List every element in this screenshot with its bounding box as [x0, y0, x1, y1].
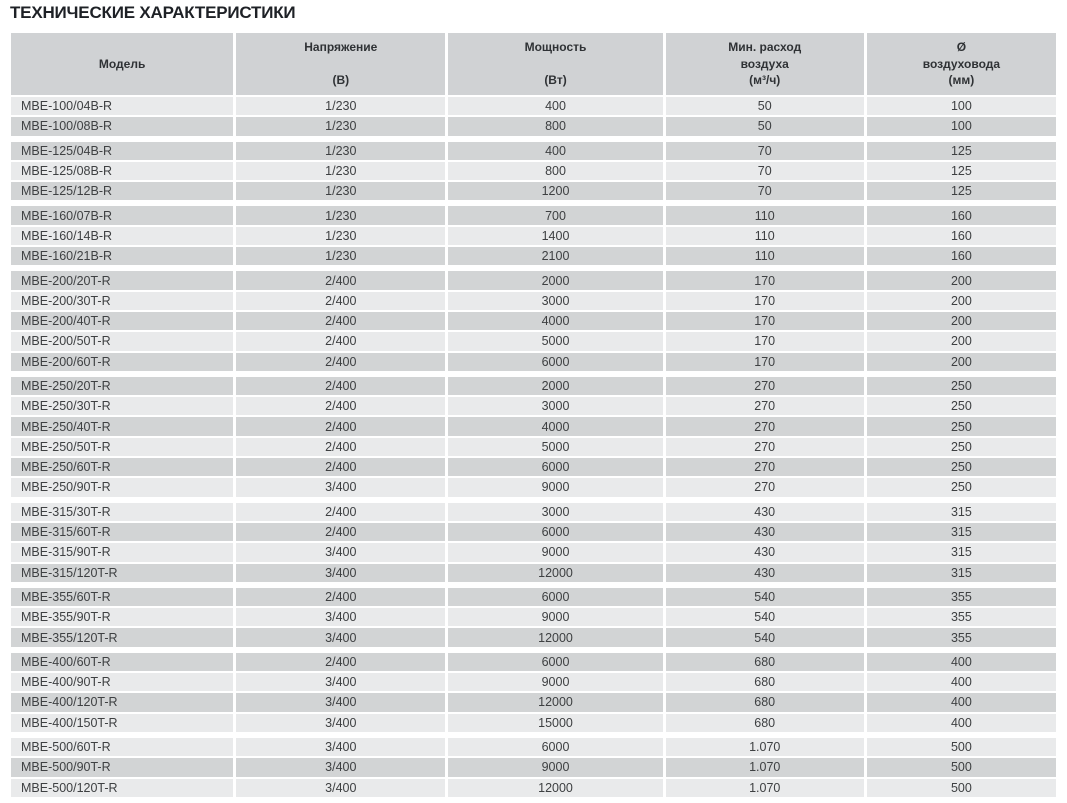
table-row	[11, 292, 1056, 310]
cell-airflow: 680	[666, 673, 864, 691]
cell-diameter: 250	[867, 397, 1056, 415]
cell-model: MBE-200/40T-R	[11, 312, 233, 330]
cell-airflow: 270	[666, 478, 864, 496]
cell-airflow: 1.070	[666, 758, 864, 776]
cell-diameter: 500	[867, 779, 1056, 797]
cell-diameter: 250	[867, 458, 1056, 476]
cell-power: 3000	[448, 292, 662, 310]
cell-power: 1400	[448, 227, 662, 245]
cell-airflow: 430	[666, 503, 864, 521]
cell-diameter: 100	[867, 117, 1056, 135]
cell-diameter: 250	[867, 417, 1056, 435]
cell-diameter: 500	[867, 738, 1056, 756]
cell-model: MBE-355/120T-R	[11, 628, 233, 646]
cell-airflow: 170	[666, 292, 864, 310]
cell-model: MBE-200/20T-R	[11, 271, 233, 289]
cell-power: 5000	[448, 332, 662, 350]
cell-diameter: 400	[867, 653, 1056, 671]
table-row	[11, 523, 1056, 541]
cell-model: MBE-400/90T-R	[11, 673, 233, 691]
cell-airflow: 270	[666, 417, 864, 435]
page-title: ТЕХНИЧЕСКИЕ ХАРАКТЕРИСТИКИ	[10, 3, 296, 22]
cell-diameter: 355	[867, 588, 1056, 606]
cell-model: MBE-250/20T-R	[11, 377, 233, 395]
row-group	[11, 503, 1056, 582]
cell-diameter: 250	[867, 478, 1056, 496]
cell-voltage: 2/400	[236, 417, 445, 435]
table-row	[11, 673, 1056, 691]
cell-airflow: 110	[666, 227, 864, 245]
column-header-airflow	[666, 33, 864, 95]
cell-voltage: 3/400	[236, 608, 445, 626]
cell-power: 9000	[448, 478, 662, 496]
table-row	[11, 162, 1056, 180]
cell-power: 12000	[448, 693, 662, 711]
cell-model: MBE-315/30T-R	[11, 503, 233, 521]
cell-airflow: 430	[666, 564, 864, 582]
cell-diameter: 355	[867, 608, 1056, 626]
table-row	[11, 628, 1056, 646]
table-row	[11, 227, 1056, 245]
cell-model: MBE-250/50T-R	[11, 438, 233, 456]
cell-model: MBE-160/21B-R	[11, 247, 233, 265]
cell-power: 400	[448, 142, 662, 160]
header-line: (Вт)	[544, 73, 567, 88]
cell-power: 6000	[448, 588, 662, 606]
cell-diameter: 160	[867, 227, 1056, 245]
table-row	[11, 397, 1056, 415]
cell-airflow: 70	[666, 162, 864, 180]
cell-voltage: 2/400	[236, 271, 445, 289]
cell-model: MBE-500/120T-R	[11, 779, 233, 797]
cell-voltage: 2/400	[236, 292, 445, 310]
cell-diameter: 125	[867, 162, 1056, 180]
cell-model: MBE-100/04B-R	[11, 97, 233, 115]
table-row	[11, 478, 1056, 496]
row-group	[11, 97, 1056, 136]
cell-model: MBE-200/50T-R	[11, 332, 233, 350]
cell-voltage: 2/400	[236, 523, 445, 541]
header-line: Модель	[98, 56, 146, 71]
cell-voltage: 1/230	[236, 206, 445, 224]
table-row	[11, 97, 1056, 115]
cell-voltage: 1/230	[236, 227, 445, 245]
table-row	[11, 142, 1056, 160]
cell-power: 700	[448, 206, 662, 224]
cell-power: 9000	[448, 543, 662, 561]
cell-voltage: 2/400	[236, 438, 445, 456]
cell-diameter: 200	[867, 292, 1056, 310]
cell-power: 6000	[448, 738, 662, 756]
cell-voltage: 3/400	[236, 478, 445, 496]
cell-model: MBE-250/90T-R	[11, 478, 233, 496]
header-line: Мин. расход	[728, 40, 802, 55]
cell-voltage: 3/400	[236, 714, 445, 732]
cell-airflow: 270	[666, 397, 864, 415]
column-header-model	[11, 33, 233, 95]
cell-model: MBE-250/30T-R	[11, 397, 233, 415]
cell-power: 9000	[448, 608, 662, 626]
table-row	[11, 377, 1056, 395]
cell-airflow: 170	[666, 332, 864, 350]
cell-airflow: 50	[666, 117, 864, 135]
cell-diameter: 315	[867, 543, 1056, 561]
cell-voltage: 2/400	[236, 377, 445, 395]
cell-model: MBE-400/120T-R	[11, 693, 233, 711]
table-row	[11, 458, 1056, 476]
header-line: воздуховода	[922, 56, 1001, 71]
cell-power: 12000	[448, 779, 662, 797]
cell-power: 6000	[448, 458, 662, 476]
cell-diameter: 200	[867, 312, 1056, 330]
cell-model: MBE-355/90T-R	[11, 608, 233, 626]
cell-diameter: 200	[867, 332, 1056, 350]
cell-airflow: 270	[666, 377, 864, 395]
cell-voltage: 1/230	[236, 117, 445, 135]
cell-diameter: 315	[867, 523, 1056, 541]
cell-diameter: 315	[867, 503, 1056, 521]
cell-voltage: 1/230	[236, 162, 445, 180]
cell-diameter: 160	[867, 206, 1056, 224]
header-line: (В)	[332, 73, 350, 88]
cell-power: 12000	[448, 628, 662, 646]
cell-airflow: 1.070	[666, 738, 864, 756]
row-group	[11, 206, 1056, 265]
row-group	[11, 142, 1056, 201]
table-row	[11, 693, 1056, 711]
cell-power: 6000	[448, 653, 662, 671]
cell-diameter: 125	[867, 142, 1056, 160]
column-header-power	[448, 33, 662, 95]
cell-power: 6000	[448, 523, 662, 541]
table-row	[11, 564, 1056, 582]
cell-model: MBE-250/40T-R	[11, 417, 233, 435]
cell-voltage: 3/400	[236, 758, 445, 776]
cell-model: MBE-200/60T-R	[11, 353, 233, 371]
cell-model: MBE-250/60T-R	[11, 458, 233, 476]
cell-power: 4000	[448, 312, 662, 330]
cell-power: 3000	[448, 503, 662, 521]
table-body	[11, 97, 1056, 797]
cell-airflow: 680	[666, 653, 864, 671]
cell-voltage: 1/230	[236, 97, 445, 115]
table-row	[11, 271, 1056, 289]
cell-voltage: 3/400	[236, 738, 445, 756]
cell-model: MBE-160/07B-R	[11, 206, 233, 224]
cell-voltage: 3/400	[236, 564, 445, 582]
table-row	[11, 247, 1056, 265]
cell-airflow: 270	[666, 438, 864, 456]
cell-model: MBE-400/150T-R	[11, 714, 233, 732]
cell-model: MBE-315/120T-R	[11, 564, 233, 582]
cell-power: 800	[448, 117, 662, 135]
cell-diameter: 315	[867, 564, 1056, 582]
cell-power: 400	[448, 97, 662, 115]
cell-diameter: 400	[867, 693, 1056, 711]
cell-voltage: 1/230	[236, 182, 445, 200]
cell-model: MBE-200/30T-R	[11, 292, 233, 310]
table-row	[11, 182, 1056, 200]
table-row	[11, 608, 1056, 626]
cell-airflow: 430	[666, 523, 864, 541]
header-line: Напряжение	[304, 40, 378, 55]
cell-power: 9000	[448, 758, 662, 776]
cell-voltage: 2/400	[236, 653, 445, 671]
cell-model: MBE-125/12B-R	[11, 182, 233, 200]
table-header-row	[11, 33, 1056, 95]
cell-diameter: 400	[867, 714, 1056, 732]
cell-airflow: 680	[666, 693, 864, 711]
cell-diameter: 500	[867, 758, 1056, 776]
spec-table	[11, 33, 1056, 797]
column-header-voltage	[236, 33, 445, 95]
table-row	[11, 653, 1056, 671]
cell-voltage: 2/400	[236, 312, 445, 330]
table-row	[11, 312, 1056, 330]
row-group	[11, 271, 1056, 370]
cell-airflow: 170	[666, 312, 864, 330]
cell-airflow: 540	[666, 588, 864, 606]
cell-power: 2000	[448, 271, 662, 289]
cell-airflow: 1.070	[666, 779, 864, 797]
cell-model: MBE-315/60T-R	[11, 523, 233, 541]
table-row	[11, 332, 1056, 350]
cell-model: MBE-500/90T-R	[11, 758, 233, 776]
cell-power: 2000	[448, 377, 662, 395]
cell-airflow: 170	[666, 271, 864, 289]
table-row	[11, 503, 1056, 521]
cell-voltage: 2/400	[236, 332, 445, 350]
cell-power: 15000	[448, 714, 662, 732]
cell-airflow: 680	[666, 714, 864, 732]
cell-model: MBE-125/04B-R	[11, 142, 233, 160]
header-line: Ø	[956, 40, 967, 55]
cell-diameter: 250	[867, 438, 1056, 456]
row-group	[11, 377, 1056, 497]
cell-model: MBE-160/14B-R	[11, 227, 233, 245]
cell-airflow: 110	[666, 206, 864, 224]
cell-diameter: 200	[867, 353, 1056, 371]
cell-airflow: 70	[666, 142, 864, 160]
cell-voltage: 2/400	[236, 458, 445, 476]
table-row	[11, 779, 1056, 797]
cell-voltage: 2/400	[236, 397, 445, 415]
cell-airflow: 540	[666, 608, 864, 626]
table-row	[11, 438, 1056, 456]
cell-power: 5000	[448, 438, 662, 456]
cell-power: 1200	[448, 182, 662, 200]
cell-model: MBE-100/08B-R	[11, 117, 233, 135]
cell-diameter: 200	[867, 271, 1056, 289]
table-row	[11, 588, 1056, 606]
cell-power: 12000	[448, 564, 662, 582]
row-group	[11, 588, 1056, 647]
cell-power: 9000	[448, 673, 662, 691]
cell-power: 800	[448, 162, 662, 180]
table-row	[11, 417, 1056, 435]
cell-diameter: 160	[867, 247, 1056, 265]
cell-power: 3000	[448, 397, 662, 415]
row-group	[11, 738, 1056, 797]
cell-model: MBE-500/60T-R	[11, 738, 233, 756]
cell-voltage: 3/400	[236, 673, 445, 691]
cell-airflow: 70	[666, 182, 864, 200]
table-row	[11, 714, 1056, 732]
cell-airflow: 430	[666, 543, 864, 561]
cell-voltage: 3/400	[236, 543, 445, 561]
cell-power: 6000	[448, 353, 662, 371]
cell-airflow: 170	[666, 353, 864, 371]
cell-model: MBE-125/08B-R	[11, 162, 233, 180]
cell-model: MBE-355/60T-R	[11, 588, 233, 606]
cell-voltage: 3/400	[236, 779, 445, 797]
cell-diameter: 400	[867, 673, 1056, 691]
cell-voltage: 2/400	[236, 353, 445, 371]
cell-voltage: 2/400	[236, 588, 445, 606]
header-line: (мм)	[948, 73, 975, 88]
header-line: воздуха	[740, 56, 789, 71]
header-line: (м³/ч)	[749, 73, 781, 88]
cell-diameter: 100	[867, 97, 1056, 115]
table-row	[11, 543, 1056, 561]
cell-model: MBE-400/60T-R	[11, 653, 233, 671]
cell-diameter: 355	[867, 628, 1056, 646]
cell-voltage: 1/230	[236, 247, 445, 265]
cell-voltage: 1/230	[236, 142, 445, 160]
row-group	[11, 653, 1056, 732]
table-row	[11, 206, 1056, 224]
cell-voltage: 3/400	[236, 628, 445, 646]
cell-diameter: 250	[867, 377, 1056, 395]
column-header-diameter	[867, 33, 1056, 95]
cell-power: 4000	[448, 417, 662, 435]
cell-airflow: 110	[666, 247, 864, 265]
cell-airflow: 50	[666, 97, 864, 115]
table-row	[11, 117, 1056, 135]
cell-voltage: 3/400	[236, 693, 445, 711]
cell-model: MBE-315/90T-R	[11, 543, 233, 561]
cell-airflow: 270	[666, 458, 864, 476]
table-row	[11, 758, 1056, 776]
cell-diameter: 125	[867, 182, 1056, 200]
cell-airflow: 540	[666, 628, 864, 646]
header-line: Мощность	[524, 40, 587, 55]
table-row	[11, 738, 1056, 756]
cell-power: 2100	[448, 247, 662, 265]
cell-voltage: 2/400	[236, 503, 445, 521]
table-row	[11, 353, 1056, 371]
